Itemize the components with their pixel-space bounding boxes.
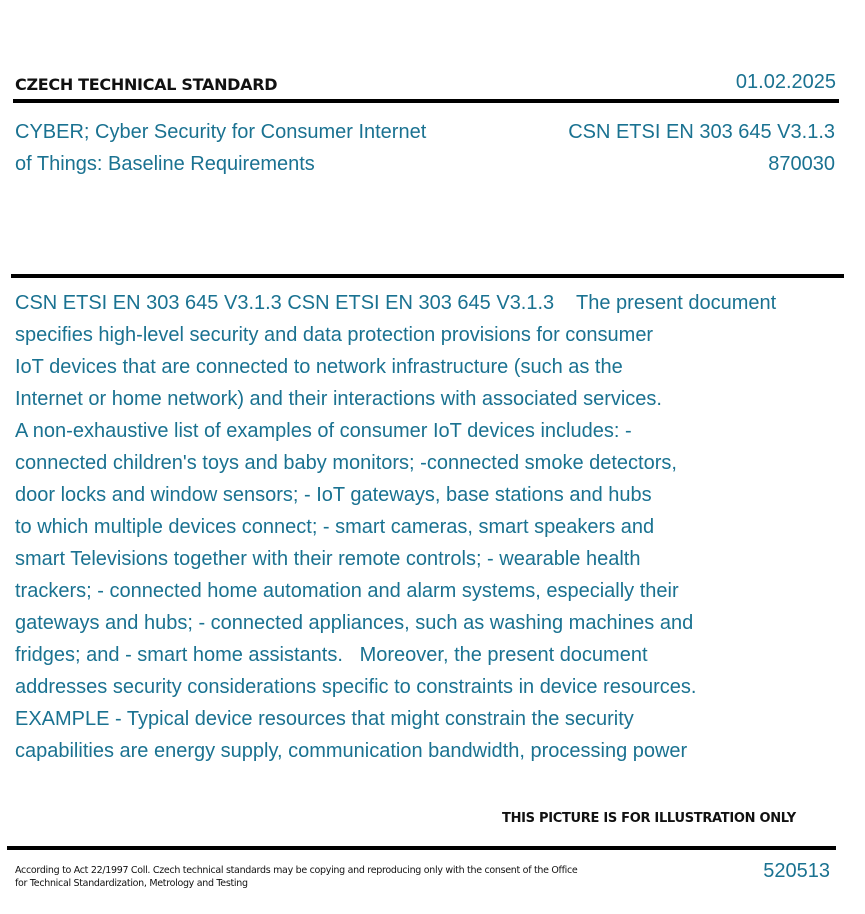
standard-identifier: [568, 116, 835, 180]
footer-divider: [7, 846, 836, 850]
abstract-line: A non-exhaustive list of examples of consumer IoT devices includes: -: [15, 420, 632, 442]
copyright-line: for Technical Standardization, Metrology and Testing: [15, 878, 248, 889]
standard-designation: CSN ETSI EN 303 645 V3.1.3: [568, 121, 835, 143]
abstract-line: door locks and window sensors; - IoT gateways, base stations and hubs: [15, 484, 652, 506]
title-divider: [11, 274, 844, 278]
abstract-line: EXAMPLE - Typical device resources that might constrain the security: [15, 708, 634, 730]
abstract-line: IoT devices that are connected to network infrastructure (such as the: [15, 356, 623, 378]
abstract-line: connected children's toys and baby monitors; -connected smoke detectors,: [15, 452, 677, 474]
copyright-line: According to Act 22/1997 Coll. Czech technical standards may be copying and reproducing only with the consent of the Office: [15, 865, 578, 876]
title-line: CYBER; Cyber Security for Consumer Internet: [15, 121, 427, 143]
standard-class-code: 870030: [768, 153, 835, 175]
abstract-line: trackers; - connected home automation and alarm systems, especially their: [15, 580, 679, 602]
abstract-line: to which multiple devices connect; - smart cameras, smart speakers and: [15, 516, 655, 538]
abstract-line: Internet or home network) and their interactions with associated services.: [15, 388, 662, 410]
abstract-line: fridges; and - smart home assistants. Moreover, the present document: [15, 644, 648, 666]
illustration-disclaimer: THIS PICTURE IS FOR ILLUSTRATION ONLY: [502, 811, 796, 826]
abstract-line: specifies high-level security and data protection provisions for consumer: [15, 324, 654, 346]
abstract-line: capabilities are energy supply, communication bandwidth, processing power: [15, 740, 688, 762]
document-abstract: [15, 287, 845, 767]
standard-title: [15, 116, 426, 180]
abstract-line: CSN ETSI EN 303 645 V3.1.3 CSN ETSI EN 303 645 V3.1.3 The present document: [15, 292, 777, 314]
document-heading: CZECH TECHNICAL STANDARD: [15, 75, 278, 94]
copyright-notice: [15, 864, 615, 890]
abstract-line: addresses security considerations specific to constraints in device resources.: [15, 676, 697, 698]
abstract-line: gateways and hubs; - connected appliances, such as washing machines and: [15, 612, 694, 634]
catalog-code: 520513: [763, 860, 830, 882]
header-divider: [13, 99, 839, 103]
abstract-line: smart Televisions together with their remote controls; - wearable health: [15, 548, 641, 570]
title-line: of Things: Baseline Requirements: [15, 153, 315, 175]
publication-date: 01.02.2025: [735, 71, 836, 93]
